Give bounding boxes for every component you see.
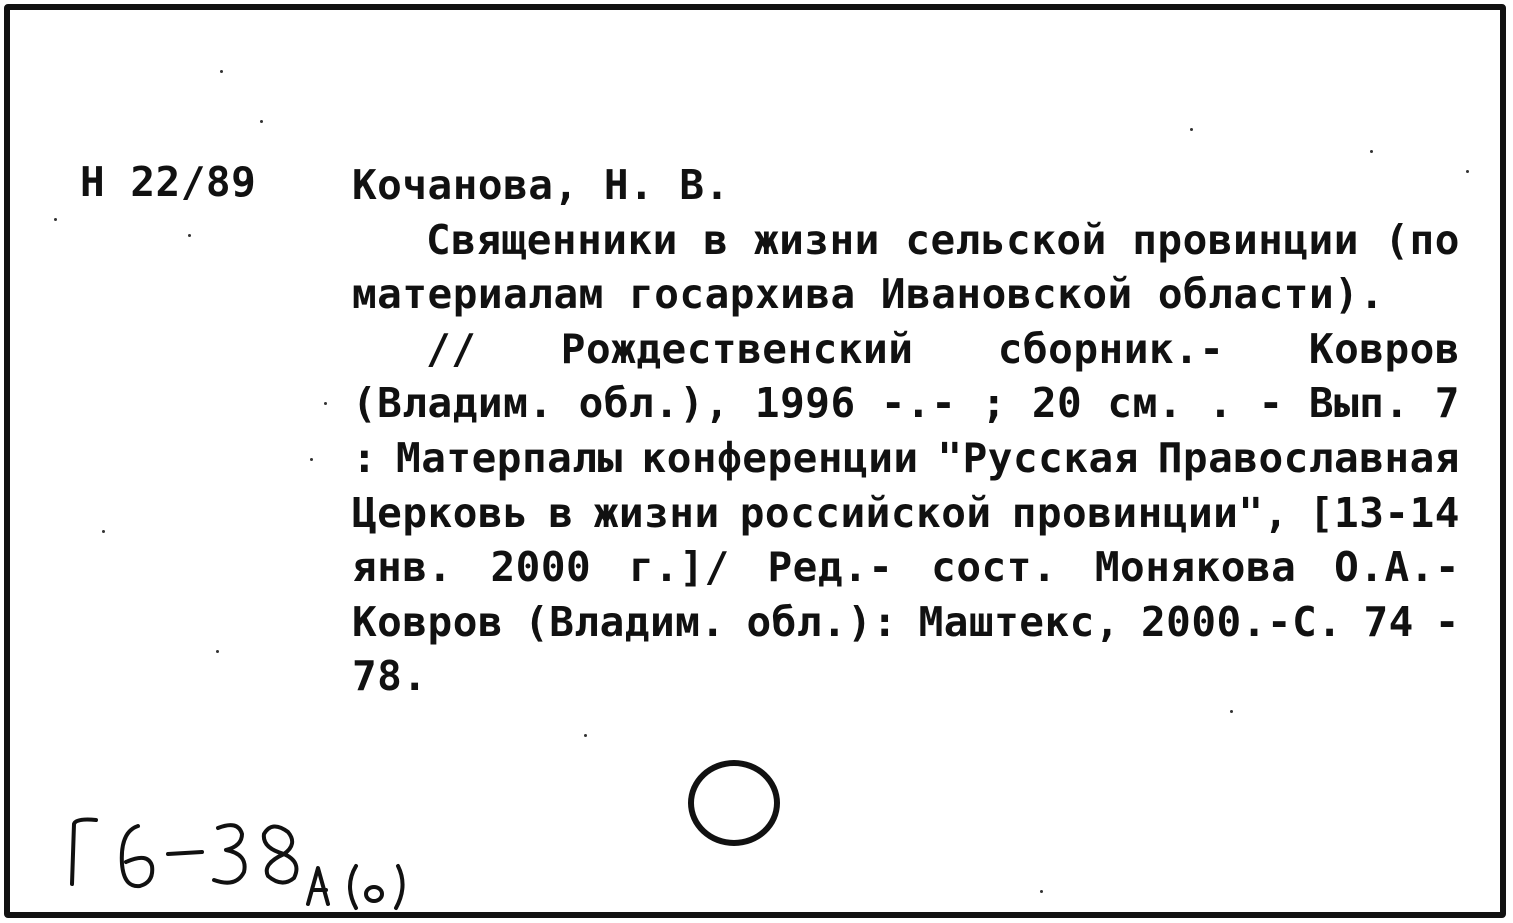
scan-speck <box>102 530 105 533</box>
word: жизни <box>753 215 880 264</box>
word: 1996 <box>754 379 856 428</box>
word: . <box>1208 379 1234 428</box>
word: обл.): <box>746 597 898 646</box>
bibliographic-entry <box>352 158 1460 704</box>
word: янв. <box>352 543 453 592</box>
word: (Владим. <box>352 379 554 428</box>
word: Церковь <box>352 488 529 537</box>
word: г.]/ <box>629 543 730 592</box>
word: Монякова <box>1094 543 1297 592</box>
word: Священники <box>426 215 678 264</box>
word: 2000 <box>490 543 592 592</box>
word: сборник.- <box>997 324 1225 373</box>
word: провинции <box>1132 215 1359 264</box>
scan-speck <box>310 458 313 461</box>
scan-speck <box>216 650 219 653</box>
word: Ковров <box>1308 324 1460 373</box>
word: в <box>703 215 729 264</box>
word: ; <box>981 379 1007 428</box>
word: - <box>1258 379 1284 428</box>
word: см. <box>1107 379 1183 428</box>
word: конференции <box>641 433 919 482</box>
word: [13-14 <box>1308 488 1460 537</box>
punch-hole <box>688 760 780 846</box>
word: 2000.-С. <box>1141 597 1343 646</box>
scan-speck <box>1190 128 1193 131</box>
word: сельской <box>905 215 1107 264</box>
word: Ред.- <box>767 543 894 592</box>
scan-speck <box>54 218 57 221</box>
word: Матерпалы <box>396 433 623 482</box>
source-line-3 <box>352 431 1460 486</box>
catalog-card <box>4 4 1506 918</box>
word: российской <box>739 488 992 537</box>
word: О.А.- <box>1334 543 1460 592</box>
scan-speck <box>188 234 191 237</box>
word: 7 <box>1434 379 1460 428</box>
word: Православная <box>1157 433 1460 482</box>
word: Ковров <box>352 597 504 646</box>
author-line: Кочанова, Н. В. <box>352 161 730 209</box>
word: 20 <box>1031 379 1083 428</box>
word: обл.), <box>578 379 730 428</box>
scan-speck <box>1040 890 1043 893</box>
word: : <box>352 433 378 482</box>
scan-speck <box>1370 150 1373 153</box>
word: сост. <box>931 543 1058 592</box>
source-line-2 <box>352 376 1460 431</box>
scan-speck <box>1466 170 1469 173</box>
word: Рождественский <box>560 324 914 373</box>
word: 74 <box>1363 597 1414 646</box>
word: Маштекс, <box>918 597 1121 646</box>
word: "Русская <box>937 433 1139 482</box>
shelfmark: Н 22/89 <box>80 158 257 206</box>
word: -.- <box>880 379 957 428</box>
source-line-5 <box>352 540 1460 595</box>
scan-speck <box>260 120 263 123</box>
word: жизни <box>593 488 720 537</box>
title-line-2: материалам госархива Ивановской области). <box>352 270 1385 319</box>
scan-speck <box>324 402 327 405</box>
pages-line: 78. <box>352 652 428 701</box>
word: провинции", <box>1011 488 1289 537</box>
title-line-1 <box>352 213 1460 268</box>
scan-speck <box>220 70 223 73</box>
word: // <box>426 324 477 373</box>
handwritten-call-number <box>62 792 462 922</box>
word: - <box>1434 597 1460 646</box>
source-line-4 <box>352 486 1460 541</box>
source-line-1 <box>352 322 1460 377</box>
scan-speck <box>584 734 587 737</box>
source-line-6 <box>352 595 1460 650</box>
word: (по <box>1384 215 1460 264</box>
word: Вып. <box>1308 379 1410 428</box>
scan-speck <box>1230 710 1233 713</box>
word: (Владим. <box>524 597 726 646</box>
word: в <box>548 488 574 537</box>
